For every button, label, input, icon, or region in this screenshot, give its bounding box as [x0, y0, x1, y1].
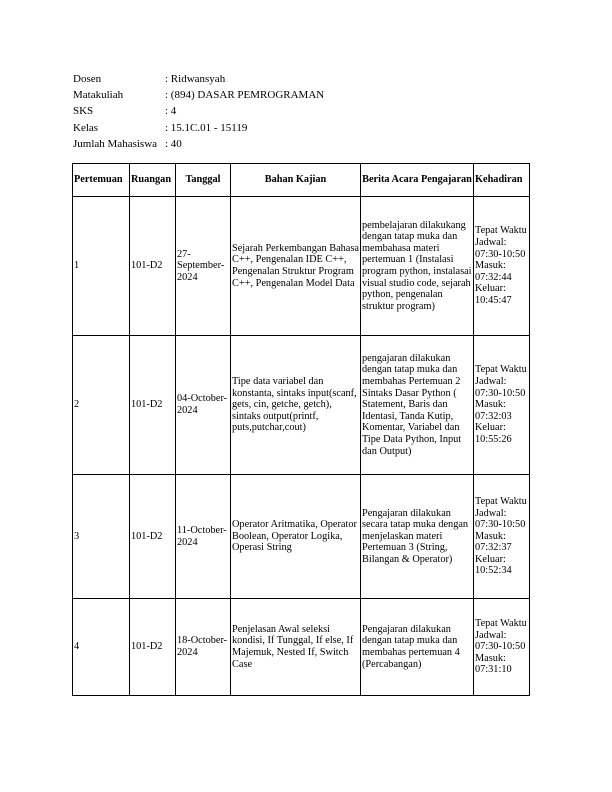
cell-ruangan: 101-D2: [130, 336, 176, 475]
table-row: [73, 475, 530, 599]
cell-bahan-kajian: Tipe data variabel dan konstanta, sintaks input(scanf, gets, cin, getche, getch), sintaks output(printf, puts,putchar,cout): [231, 336, 361, 475]
cell-kehadiran: Tepat Waktu Jadwal: 07:30-10:50 Masuk: 07:32:03 Keluar: 10:55:26: [474, 336, 530, 475]
cell-pertemuan: 2: [73, 336, 130, 475]
course-info: [73, 71, 324, 152]
info-row-jumlah-mahasiswa: [73, 136, 324, 152]
header-tanggal: Tanggal: [176, 164, 231, 197]
attendance-table: [72, 163, 530, 696]
header-pertemuan: Pertemuan: [73, 164, 130, 197]
info-value: : (894) DASAR PEMROGRAMAN: [165, 89, 325, 102]
header-bahan-kajian: Bahan Kajian: [231, 164, 361, 197]
cell-ruangan: 101-D2: [130, 197, 176, 336]
cell-bahan-kajian: Penjelasan Awal seleksi kondisi, If Tunggal, If else, If Majemuk, Nested If, Switch Case: [231, 599, 361, 696]
cell-bahan-kajian: Sejarah Perkembangan Bahasa C++, Pengenalan IDE C++, Pengenalan Struktur Program C++, Pengenalan Model Data: [231, 197, 361, 336]
cell-kehadiran: Tepat Waktu Jadwal: 07:30-10:50 Masuk: 07:32:37 Keluar: 10:52:34: [474, 475, 530, 599]
cell-ruangan: 101-D2: [130, 599, 176, 696]
info-label: SKS: [73, 105, 94, 118]
info-row-dosen: [73, 71, 324, 87]
info-label: Kelas: [73, 121, 99, 134]
info-value: : 15.1C.01 - 15119: [165, 121, 248, 134]
table-row: [73, 599, 530, 696]
cell-berita-acara: pembelajaran dilakukang dengan tatap muka dan membahasa materi pertemuan 1 (Instalasi program python, instalasai visual studio code, sejarah python, pengenalan struktur program): [361, 197, 474, 336]
info-value: : 4: [165, 105, 177, 118]
cell-kehadiran: Tepat Waktu Jadwal: 07:30-10:50 Masuk: 07:31:10: [474, 599, 530, 696]
cell-berita-acara: pengajaran dilakukan dengan tatap muka dan membahas Pertemuan 2 Sintaks Dasar Python ( Statement, Baris dan Identasi, Tanda Kutip, Komentar, Variabel dan Tipe Data Python, Input dan Output): [361, 336, 474, 475]
cell-tanggal: 27-September-2024: [176, 197, 231, 336]
table-row: [73, 336, 530, 475]
table-header-row: [73, 164, 530, 197]
cell-berita-acara: Pengajaran dilakukan dengan tatap muka dan membahas pertemuan 4 (Percabangan): [361, 599, 474, 696]
cell-pertemuan: 3: [73, 475, 130, 599]
cell-berita-acara: Pengajaran dilakukan secara tatap muka dengan menjelaskan materi Pertemuan 3 (String, Bilangan & Operator): [361, 475, 474, 599]
info-row-matakuliah: [73, 87, 324, 103]
header-berita-acara: Berita Acara Pengajaran: [361, 164, 474, 197]
cell-ruangan: 101-D2: [130, 475, 176, 599]
cell-tanggal: 18-October-2024: [176, 599, 231, 696]
info-value: : Ridwansyah: [165, 73, 226, 85]
info-row-kelas: [73, 120, 324, 136]
cell-tanggal: 11-October-2024: [176, 475, 231, 599]
cell-kehadiran: Tepat Waktu Jadwal: 07:30-10:50 Masuk: 07:32:44 Keluar: 10:45:47: [474, 197, 530, 336]
cell-tanggal: 04-October-2024: [176, 336, 231, 475]
info-label: Matakuliah: [73, 89, 124, 102]
cell-bahan-kajian: Operator Aritmatika, Operator Boolean, Operator Logika, Operasi String: [231, 475, 361, 599]
info-label: Jumlah Mahasiswa: [73, 137, 158, 150]
info-value: : 40: [165, 137, 182, 150]
info-row-sks: [73, 103, 324, 119]
cell-pertemuan: 1: [73, 197, 130, 336]
cell-pertemuan: 4: [73, 599, 130, 696]
header-ruangan: Ruangan: [130, 164, 176, 197]
table-row: [73, 197, 530, 336]
info-label: Dosen: [73, 73, 102, 85]
header-kehadiran: Kehadiran: [474, 164, 530, 197]
